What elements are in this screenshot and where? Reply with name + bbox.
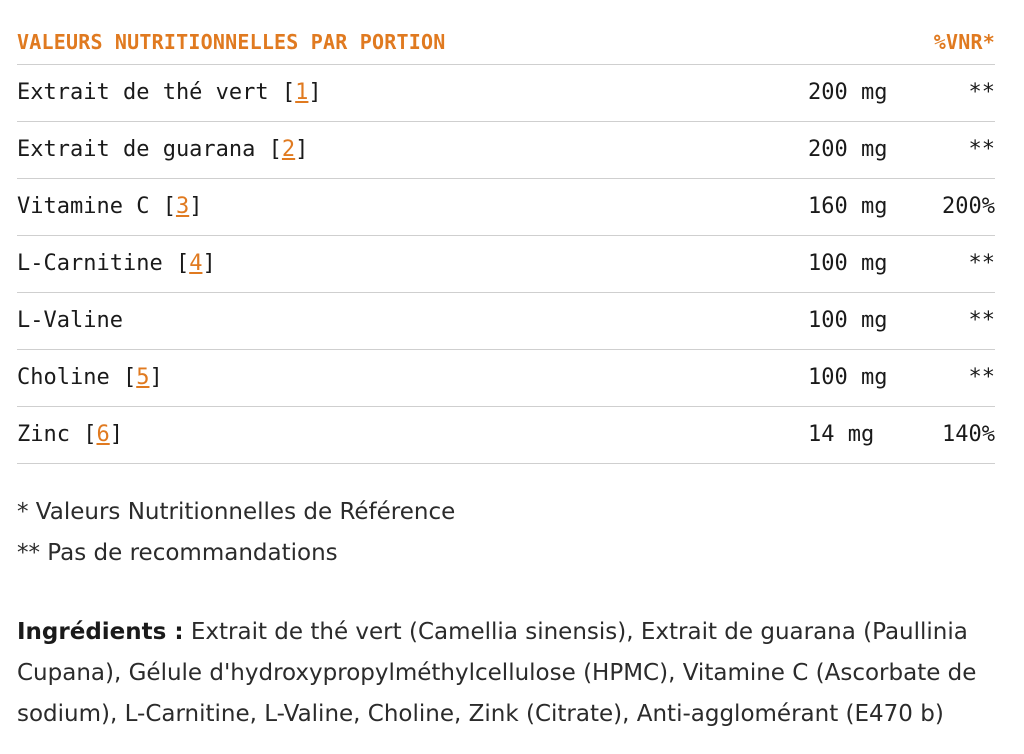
nutrient-vnr: **: [968, 80, 995, 105]
table-row: [17, 122, 995, 179]
reference-link[interactable]: 3: [175, 194, 190, 219]
table-row: [17, 65, 995, 122]
table-row: [17, 293, 995, 350]
nutrient-amount: 200 mg: [808, 137, 888, 162]
table-header: [17, 0, 995, 65]
nutrient-amount: 14 mg: [808, 422, 875, 447]
footnotes: [17, 492, 455, 574]
nutrient-name: Extrait de thé vert [1]: [17, 80, 322, 105]
nutrition-rows: [17, 65, 995, 464]
footnote-no-recommendation: ** Pas de recommandations: [17, 540, 338, 566]
footnote-vnr: * Valeurs Nutritionnelles de Référence: [17, 499, 456, 525]
table-row: [17, 407, 995, 464]
nutrient-vnr: **: [968, 365, 995, 390]
table-header-vnr: %VNR*: [933, 30, 995, 54]
nutrient-amount: 100 mg: [808, 251, 888, 276]
nutrient-amount: 200 mg: [808, 80, 888, 105]
nutrient-vnr: **: [968, 251, 995, 276]
table-row: [17, 350, 995, 407]
reference-link[interactable]: 4: [189, 251, 203, 276]
nutrient-amount: 100 mg: [808, 308, 888, 333]
nutrition-facts: [17, 0, 995, 727]
reference-link[interactable]: 1: [295, 80, 309, 105]
reference-link[interactable]: 6: [96, 422, 110, 447]
nutrient-name: Extrait de guarana [2]: [17, 137, 309, 162]
nutrient-vnr: 140%: [942, 422, 995, 447]
ingredients-text: Extrait de thé vert (Camellia sinensis), Extrait de guarana (Paullinia Cupana), Gélule d'hydroxypropylméthylcellulose (HPMC), Vitamine C (Ascorbate de sodium), L-Carnitine, L-Valine, Choline, Zink (Citrate), Anti-agglomérant (E470 b): [17, 619, 977, 727]
nutrient-name: Zinc [6]: [17, 422, 123, 447]
table-header-title: VALEURS NUTRITIONNELLES PAR PORTION: [17, 30, 446, 54]
nutrient-vnr: **: [968, 137, 995, 162]
nutrient-name: Vitamine C [3]: [17, 194, 203, 219]
nutrient-name: Choline [5]: [17, 365, 163, 390]
reference-link[interactable]: 5: [136, 365, 150, 390]
nutrient-vnr: **: [968, 308, 995, 333]
nutrient-name: L-Valine: [17, 308, 123, 333]
table-row: [17, 179, 995, 236]
nutrient-vnr: 200%: [942, 194, 995, 219]
nutrient-amount: 160 mg: [808, 194, 888, 219]
nutrient-amount: 100 mg: [808, 365, 888, 390]
ingredients-label: Ingrédients :: [17, 619, 184, 645]
nutrient-name: L-Carnitine [4]: [17, 251, 216, 276]
reference-link[interactable]: 2: [281, 137, 296, 162]
table-row: [17, 236, 995, 293]
ingredients-paragraph: [17, 612, 997, 735]
